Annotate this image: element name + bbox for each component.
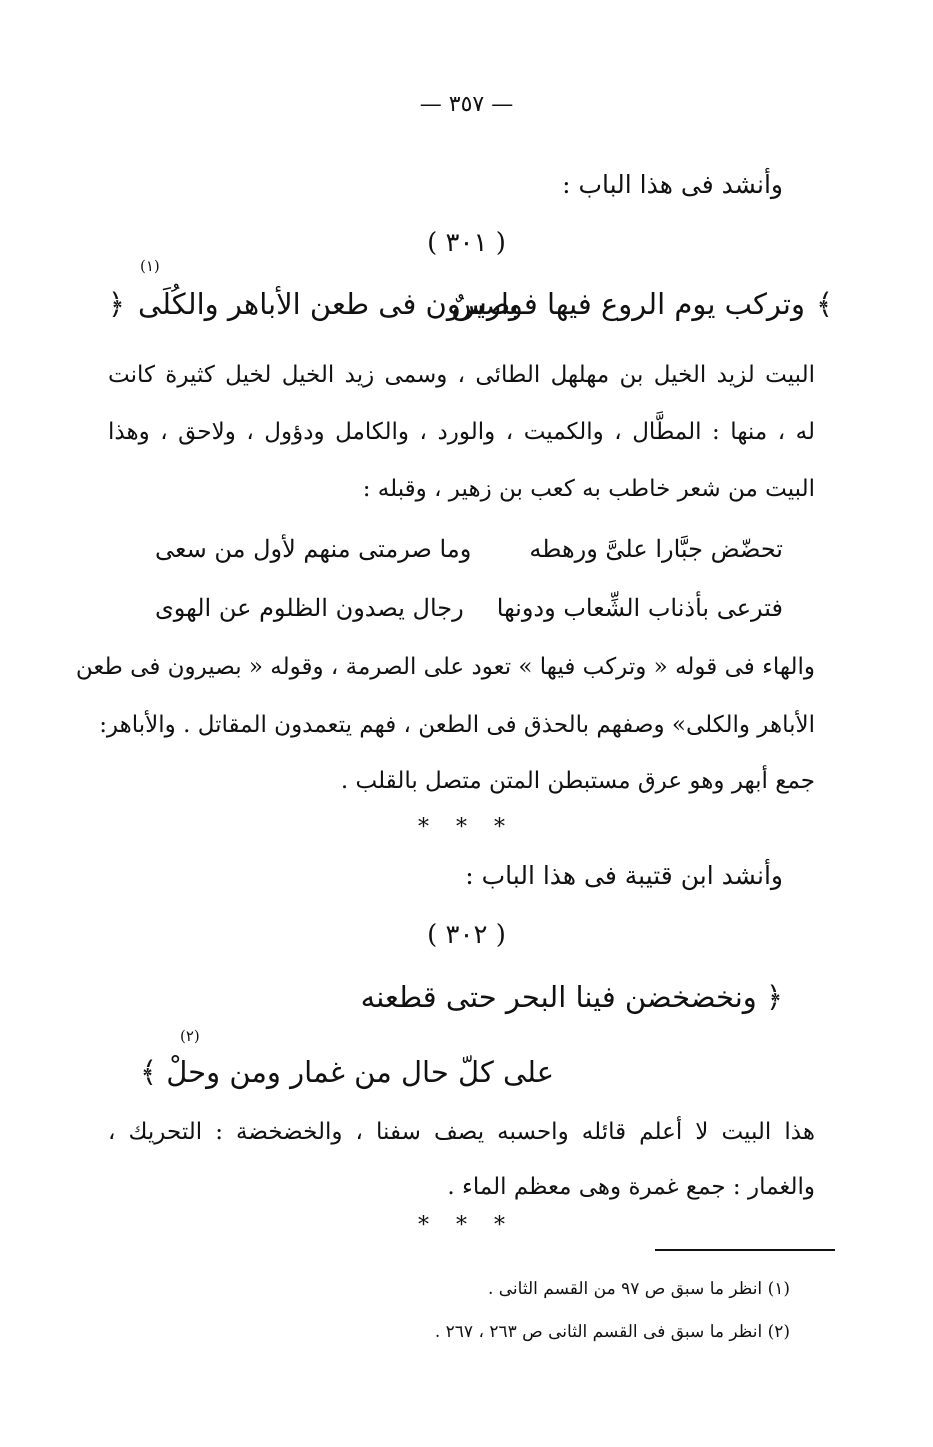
section-divider: * * * [418,815,515,840]
couplet-hemistich: فترعى بأذناب الشِّعاب ودونها [496,594,783,622]
commentary-line: البيت لزيد الخيل بن مهلهل الطائى ، وسمى زيد الخيل لخيل كثيرة كانت [108,362,815,388]
footnote [488,1279,790,1299]
footnote-marker: (٢) [767,1322,790,1342]
footnote [435,1322,790,1342]
verse-hemistich-second: بصيرون فى طعن الأباهر والكُلَى [138,287,519,321]
verse-open-bracket: ﴿ [108,287,125,321]
footnote-marker: (١) [767,1279,790,1299]
couplet-hemistich: تحضّض جبَّارا علىَّ ورهطه [529,535,783,563]
commentary-line: البيت من شعر خاطب به كعب بن زهير ، وقبله : [362,476,815,502]
section-divider: * * * [418,1213,515,1238]
couplet-hemistich: وما صرمتى منهم لأول من سعى [155,535,472,563]
footnote-text: انظر ما سبق ص ٩٧ من القسم الثانى . [487,1279,763,1299]
footnote-marker: (١) [140,257,160,275]
section-intro: وأنشد ابن قتيبة فى هذا الباب : [465,861,783,890]
poem-number: ( ٣٠٢ ) [427,920,506,950]
commentary-line: والغمار : جمع غمرة وهى معظم الماء . [447,1174,815,1200]
page-number: — ٣٥٧ — [419,92,514,117]
commentary-line: والهاء فى قوله « وتركب فيها » تعود على الصرمة ، وقوله « بصيرون فى طعن [75,654,815,680]
verse-line: ﴿ ونخضخضن فينا البحر حتى قطعنه [360,980,783,1014]
verse-line: على كلّ حال من غمار ومن وحلْ ﴾ [140,1055,555,1089]
poem-number: ( ٣٠١ ) [427,228,506,258]
footnote-marker: (٢) [180,1027,200,1045]
verse-hemistich-first: وتركب يوم الروع فيها فوارسٌ [451,287,805,321]
verse-close-bracket: ﴾ [816,287,833,321]
footnote-text: انظر ما سبق فى القسم الثانى ص ٢٦٣ ، ٢٦٧ . [434,1322,763,1342]
commentary-line: جمع أبهر وهو عرق مستبطن المتن متصل بالقلب . [340,768,815,794]
commentary-line: هذا البيت لا أعلم قائله واحسبه يصف سفنا ، والخضخضة : التحريك ، [108,1119,815,1145]
section-intro: وأنشد فى هذا الباب : [562,170,783,199]
commentary-line: له ، منها : المطَّال ، والكميت ، والورد ، والكامل ودؤول ، ولاحق ، وهذا [108,419,815,445]
couplet-hemistich: رجال يصدون الظلوم عن الهوى [155,594,464,622]
commentary-line: الأباهر والكلى» وصفهم بالحذق فى الطعن ، فهم يتعمدون المقاتل . والأباهر: [99,712,815,738]
footnote-rule [655,1249,835,1251]
